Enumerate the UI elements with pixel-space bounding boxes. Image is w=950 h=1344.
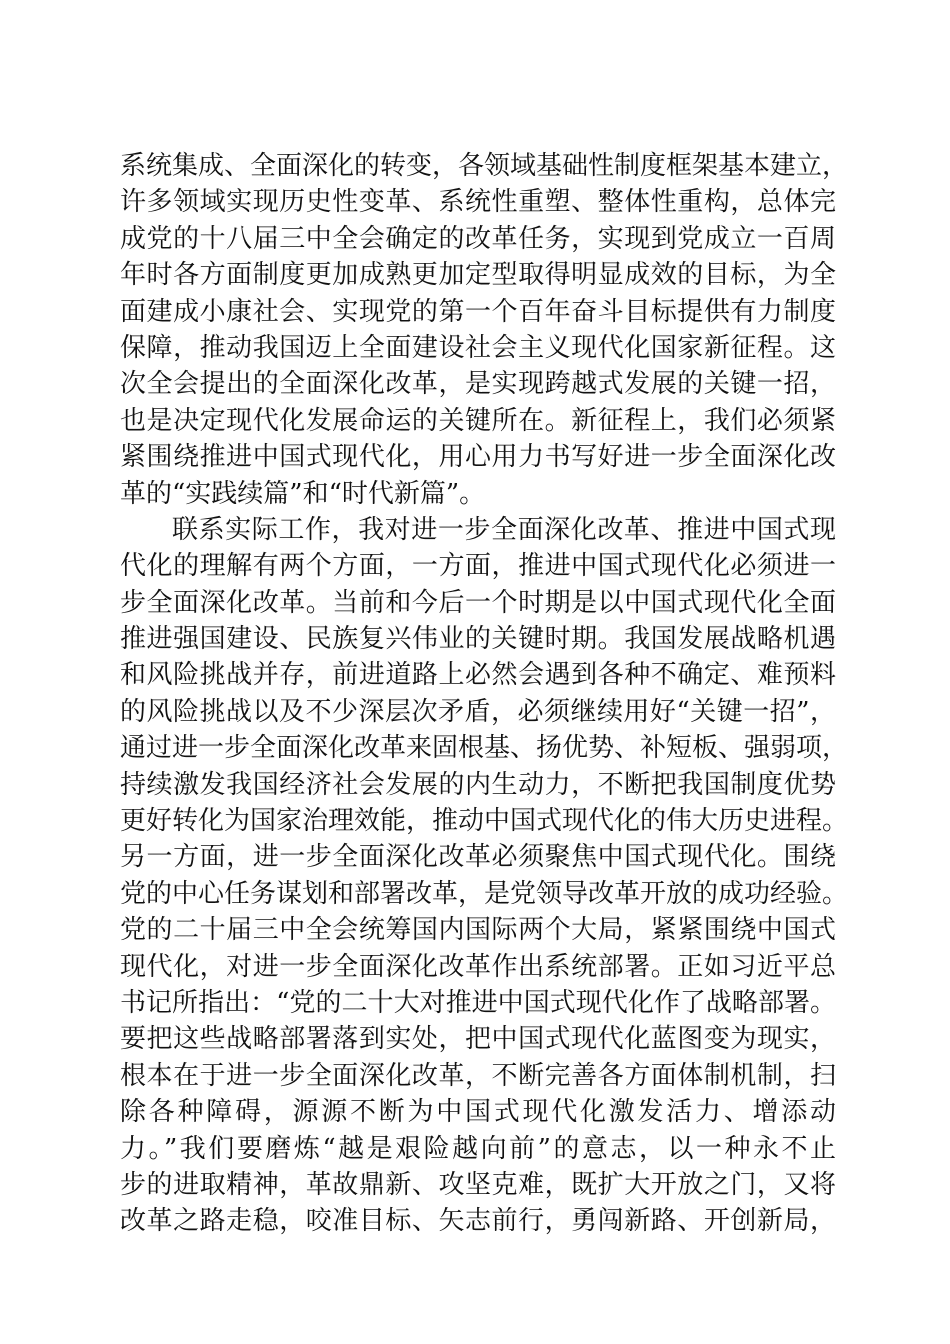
text-line: 的风险挑战以及不少深层次矛盾，必须继续用好“关键一招”， — [120, 696, 836, 727]
text-line: 力。”我们要磨炼“越是艰险越向前”的意志，以一种永不止 — [120, 1133, 836, 1164]
text-line: 保障，推动我国迈上全面建设社会主义现代化国家新征程。这 — [120, 332, 836, 363]
text-line: 改革之路走稳，咬准目标、矢志前行，勇闯新路、开创新局， — [120, 1206, 836, 1237]
text-line: 联系实际工作，我对进一步全面深化改革、推进中国式现 — [172, 514, 836, 545]
text-line: 更好转化为国家治理效能，推动中国式现代化的伟大历史进程。 — [120, 806, 849, 837]
text-line: 通过进一步全面深化改革来固根基、扬优势、补短板、强弱项， — [120, 733, 849, 764]
text-line: 现代化，对进一步全面深化改革作出系统部署。正如习近平总 — [120, 951, 836, 982]
text-line: 系统集成、全面深化的转变，各领域基础性制度框架基本建立， — [120, 151, 849, 181]
text-line: 步的进取精神，革故鼎新、攻坚克难，既扩大开放之门，又将 — [120, 1169, 836, 1200]
paragraph-1 — [120, 148, 849, 512]
text-line: 也是决定现代化发展命运的关键所在。新征程上，我们必须紧 — [120, 405, 836, 436]
paragraph-2 — [120, 512, 849, 1240]
text-line: 许多领域实现历史性变革、系统性重塑、整体性重构，总体完 — [120, 187, 836, 218]
text-line: 要把这些战略部署落到实处，把中国式现代化蓝图变为现实， — [120, 1024, 836, 1055]
text-line: 持续激发我国经济社会发展的内生动力，不断把我国制度优势 — [120, 769, 836, 800]
text-line: 步全面深化改革。当前和今后一个时期是以中国式现代化全面 — [120, 587, 836, 618]
text-line: 面建成小康社会、实现党的第一个百年奋斗目标提供有力制度 — [120, 296, 836, 327]
text-line: 次全会提出的全面深化改革，是实现跨越式发展的关键一招， — [120, 369, 836, 400]
text-line: 紧围绕推进中国式现代化，用心用力书写好进一步全面深化改 — [120, 442, 836, 473]
text-line: 革的“实践续篇”和“时代新篇”。 — [120, 478, 486, 509]
text-line: 成党的十八届三中全会确定的改革任务，实现到党成立一百周 — [120, 223, 836, 254]
text-line: 和风险挑战并存，前进道路上必然会遇到各种不确定、难预料 — [120, 660, 836, 691]
text-line: 书记所指出：“党的二十大对推进中国式现代化作了战略部署。 — [120, 987, 836, 1018]
text-line: 推进强国建设、民族复兴伟业的关键时期。我国发展战略机遇 — [120, 624, 836, 655]
text-line: 另一方面，进一步全面深化改革必须聚焦中国式现代化。围绕 — [120, 842, 836, 873]
text-line: 党的二十届三中全会统筹国内国际两个大局，紧紧围绕中国式 — [120, 915, 836, 946]
text-line: 代化的理解有两个方面，一方面，推进中国式现代化必须进一 — [120, 551, 836, 582]
document-body — [120, 148, 849, 1240]
text-line: 年时各方面制度更加成熟更加定型取得明显成效的目标，为全 — [120, 260, 836, 291]
text-line: 党的中心任务谋划和部署改革，是党领导改革开放的成功经验。 — [120, 878, 849, 909]
text-line: 根本在于进一步全面深化改革，不断完善各方面体制机制，扫 — [120, 1060, 836, 1091]
text-line: 除各种障碍，源源不断为中国式现代化激发活力、增添动 — [120, 1097, 836, 1128]
